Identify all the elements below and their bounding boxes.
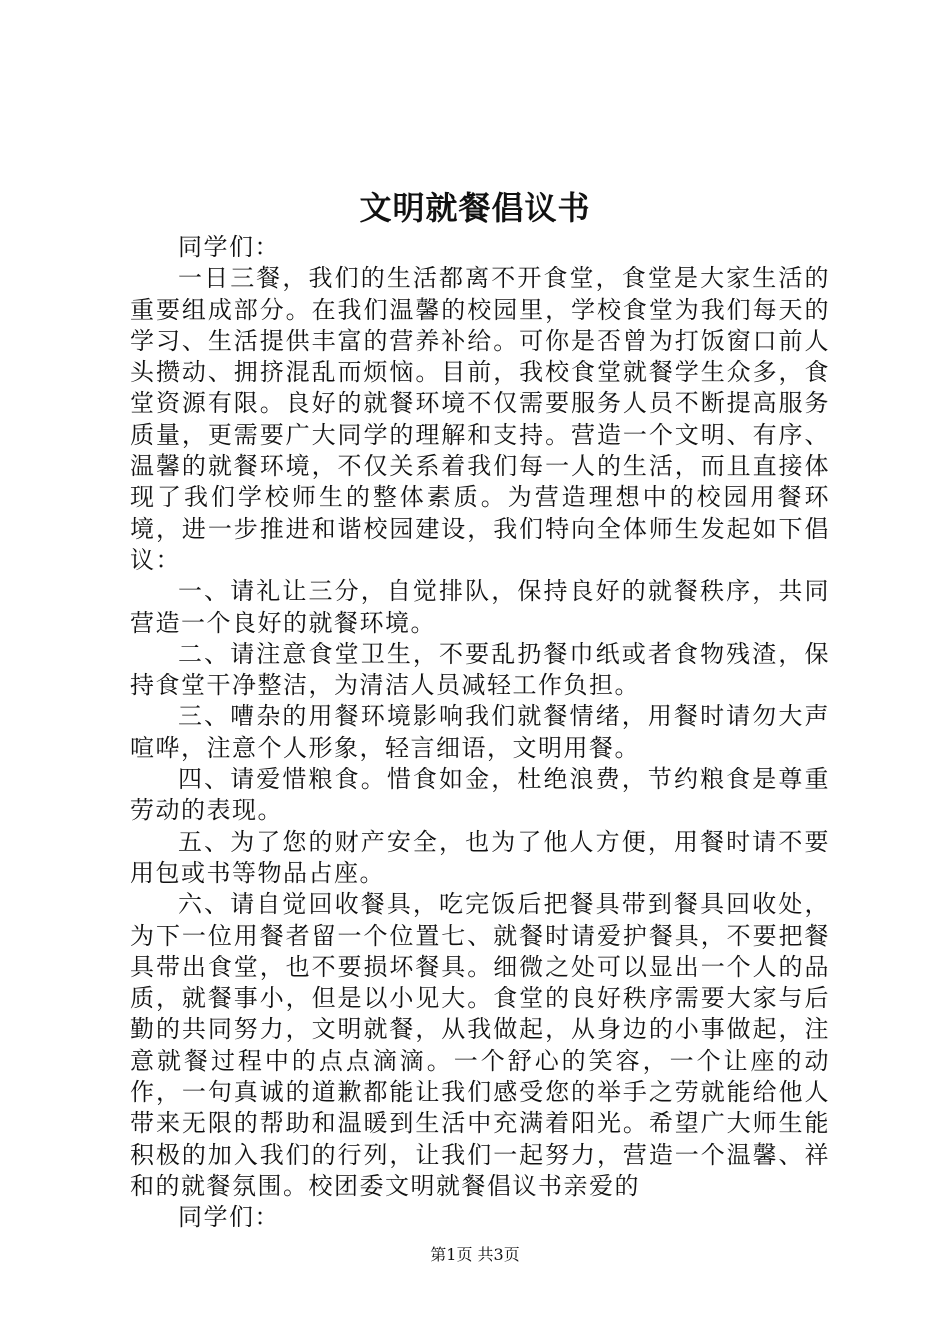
proposal-item-1: 一、请礼让三分，自觉排队，保持良好的就餐秩序，共同营造一个良好的就餐环境。: [130, 577, 830, 637]
proposal-item-6: 六、请自觉回收餐具，吃完饭后把餐具带到餐具回收处，为下一位用餐者留一个位置七、就餐时请爱护餐具，不要把餐具带出食堂，也不要损坏餐具。细微之处可以显出一个人的品质，就餐事小，但是以小见大。食堂的良好秩序需要大家与后勤的共同努力，文明就餐，从我做起，从身边的小事做起，注意就餐过程中的点点滴滴。一个舒心的笑容，一个让座的动作，一句真诚的道歉都能让我们感受您的举手之劳就能给他人带来无限的帮助和温暖到生活中充满着阳光。希望广大师生能积极的加入我们的行列，让我们一起努力，营造一个温馨、祥和的就餐氛围。校团委文明就餐倡议书亲爱的: [130, 890, 830, 1200]
proposal-item-5: 五、为了您的财产安全，也为了他人方便，用餐时请不要用包或书等物品占座。: [130, 827, 830, 887]
document-title: 文明就餐倡议书: [359, 189, 591, 227]
proposal-item-3: 三、嘈杂的用餐环境影响我们就餐情绪，用餐时请勿大声喧哗，注意个人形象，轻言细语，文明用餐。: [130, 702, 830, 762]
closing-salutation: 同学们：: [178, 1203, 280, 1232]
document-body: [130, 232, 830, 1234]
intro-paragraph: 一日三餐，我们的生活都离不开食堂，食堂是大家生活的重要组成部分。在我们温馨的校园里，学校食堂为我们每天的学习、生活提供丰富的营养补给。可你是否曾为打饭窗口前人头攒动、拥挤混乱而烦恼。目前，我校食堂就餐学生众多，食堂资源有限。良好的就餐环境不仅需要服务人员不断提高服务质量，更需要广大同学的理解和支持。营造一个文明、有序、温馨的就餐环境，不仅关系着我们每一人的生活，而且直接体现了我们学校师生的整体素质。为营造理想中的校园用餐环境，进一步推进和谐校园建设，我们特向全体师生发起如下倡议：: [130, 264, 830, 574]
proposal-item-2: 二、请注意食堂卫生，不要乱扔餐巾纸或者食物残渣，保持食堂干净整洁，为清洁人员减轻工作负担。: [130, 639, 830, 700]
salutation: 同学们：: [178, 233, 280, 261]
page-number-footer: 第1页 共3页: [430, 1245, 520, 1264]
proposal-item-4: 四、请爱惜粮食。惜食如金，杜绝浪费，节约粮食是尊重劳动的表现。: [130, 765, 830, 825]
